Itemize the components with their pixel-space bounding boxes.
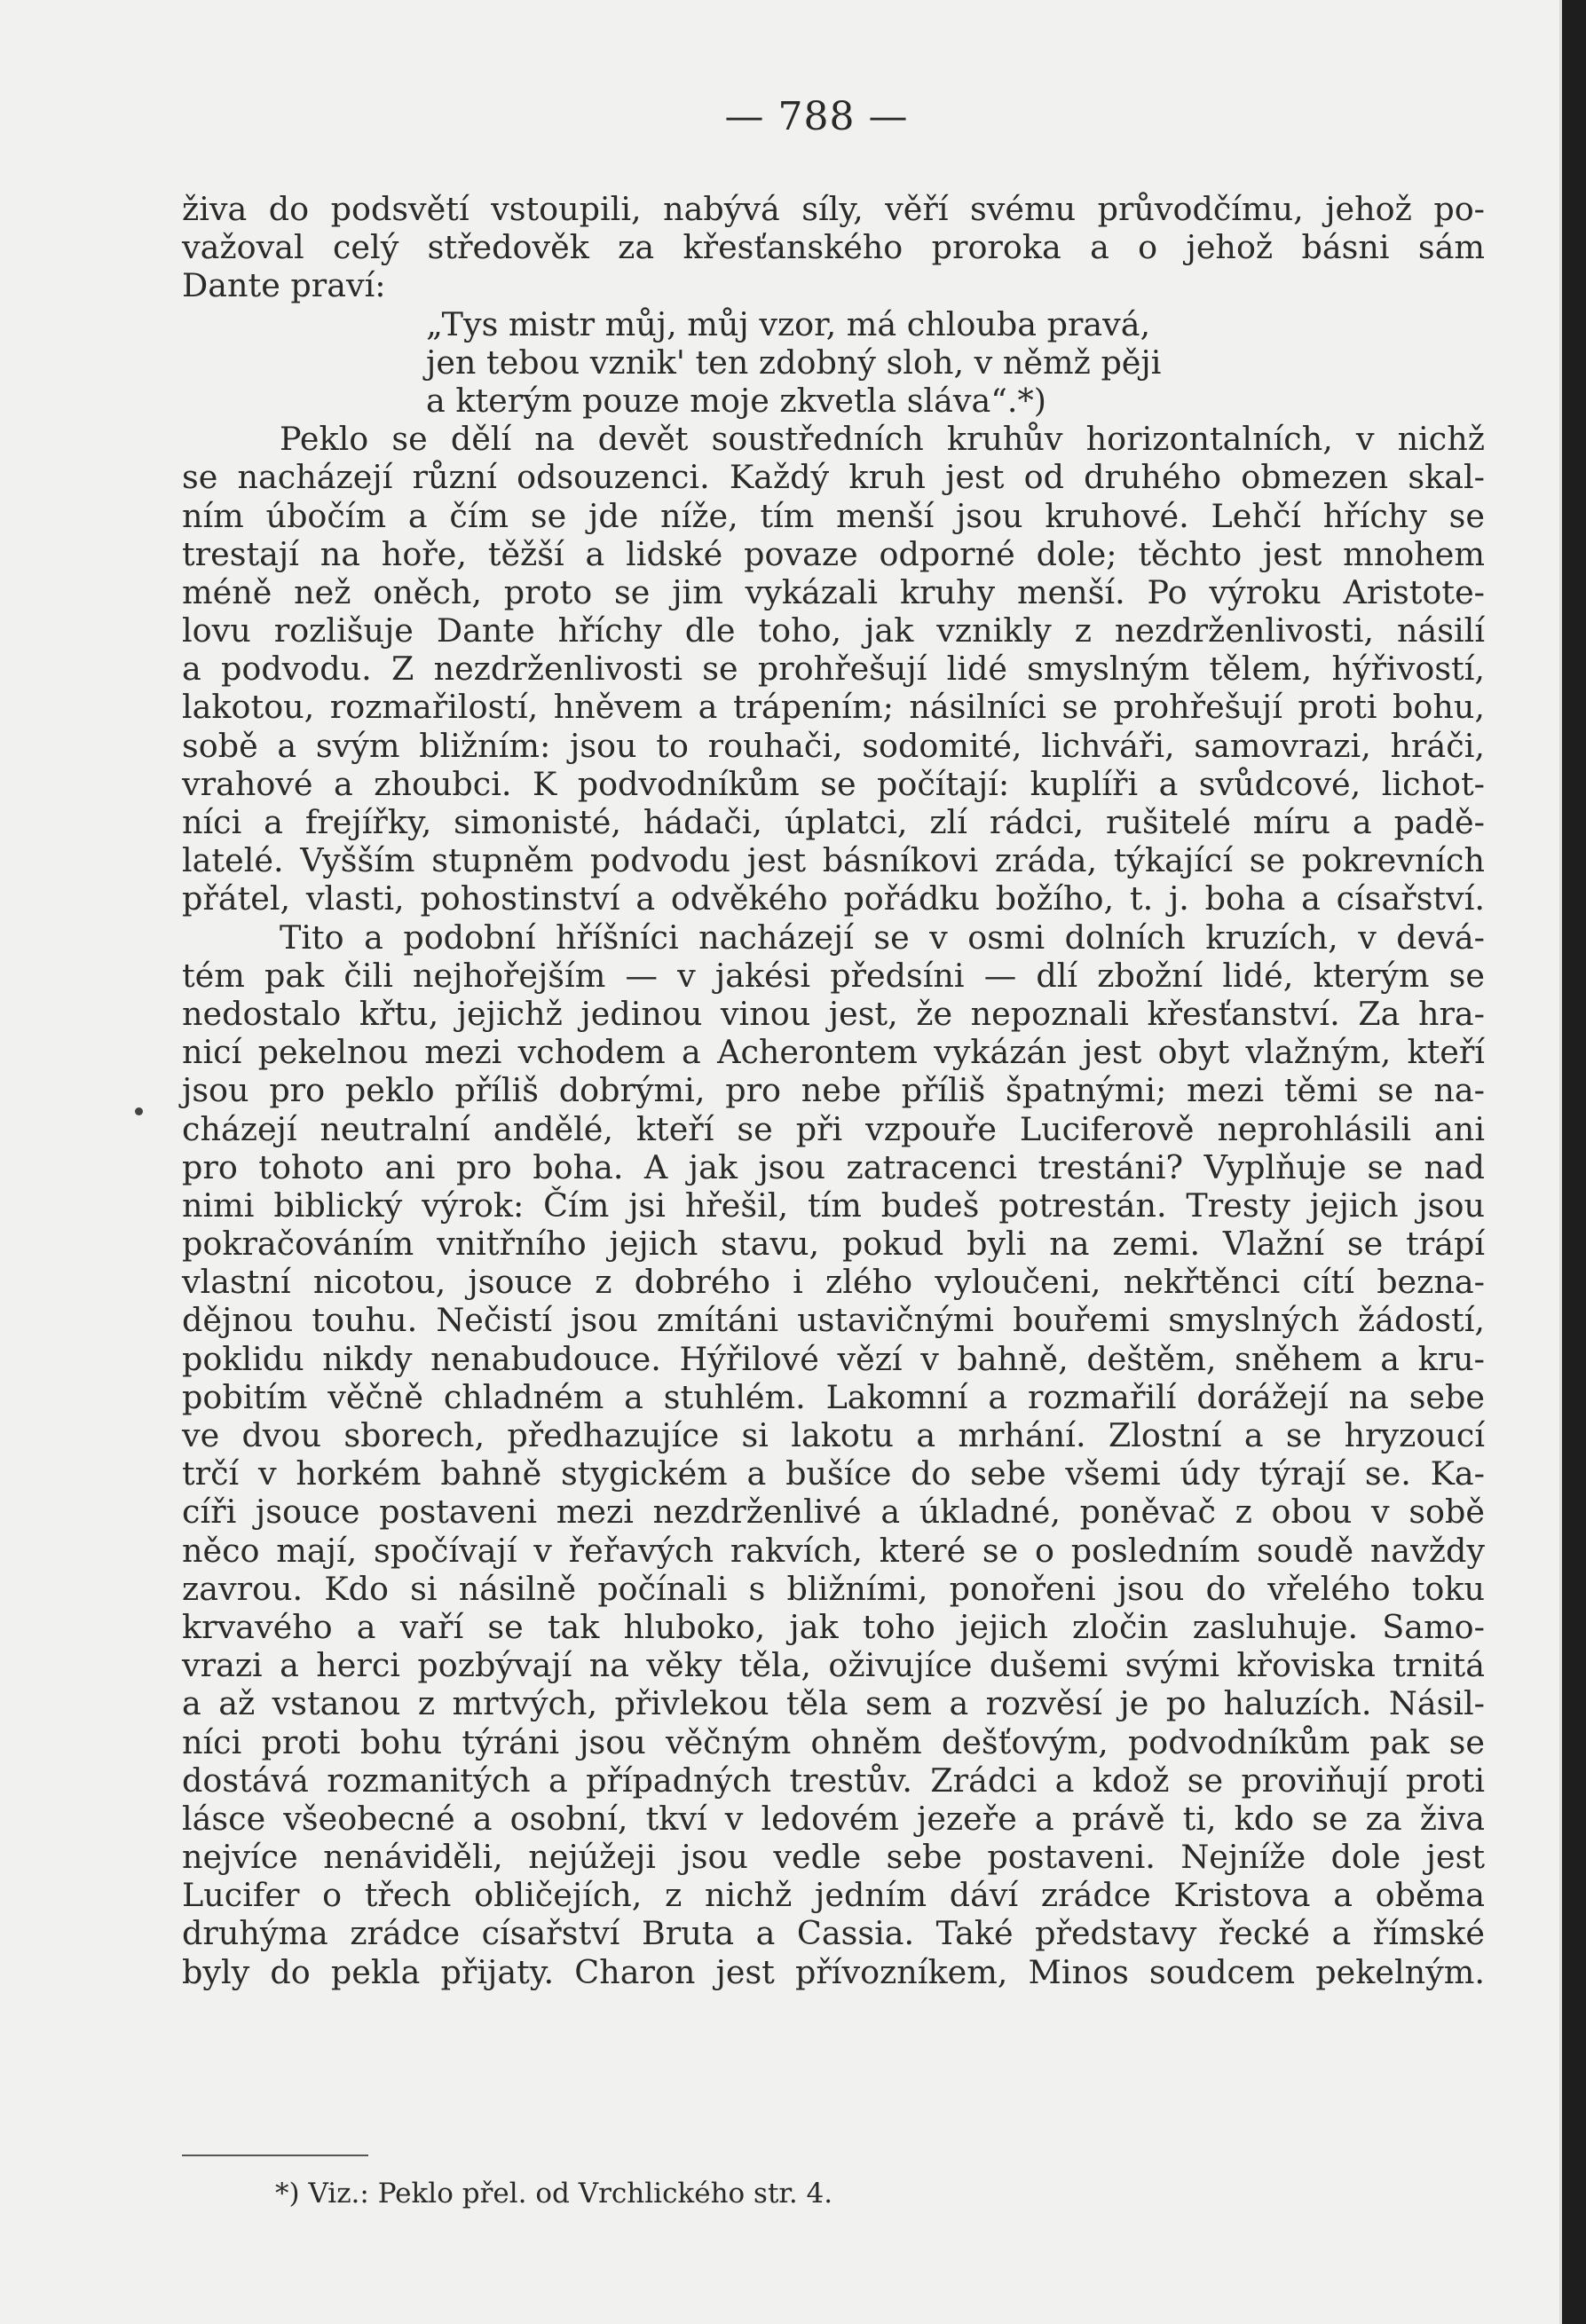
verse-line: jen tebou vznik' ten zdobný sloh, v němž pěji: [426, 343, 1162, 382]
text-line: važoval celý středověk za křesťanského proroka a o jehož básni sám: [182, 228, 1485, 267]
text-line: lakotou, rozmařilostí, hněvem a trápením; násilníci se prohřešují proti bohu,: [182, 688, 1485, 727]
text-line: cíři jsouce postaveni mezi nezdrženlivé a úkladné, poněvač z obou v sobě: [182, 1493, 1485, 1532]
text-line: druhýma zrádce císařství Bruta a Cassia. Také představy řecké a římské: [182, 1914, 1485, 1953]
text-line: pobitím věčně chladném a stuhlém. Lakomní a rozmařilí dorážejí na sebe: [182, 1377, 1485, 1416]
margin-mark: [135, 1107, 143, 1115]
text-line: sobě a svým bližním: jsou to rouhači, sodomité, lichváři, samovrazi, hráči,: [182, 726, 1485, 765]
text-line: dostává rozmanitých a případných trestův. Zrádci a kdož se proviňují proti: [182, 1761, 1485, 1800]
text-line: nicí pekelnou mezi vchodem a Acherontem vykázán jest obyt vlažným, kteří: [182, 1033, 1485, 1072]
text-line: přátel, vlasti, pohostinství a odvěkého pořádku božího, t. j. boha a císařství.: [182, 879, 1485, 918]
text-line: nimi biblický výrok: Čím jsi hřešil, tím budeš potrestán. Tresty jejich jsou: [182, 1186, 1485, 1225]
text-line: nejvíce nenáviděli, nejúžeji jsou vedle sebe postaveni. Nejníže dole jest: [182, 1838, 1485, 1877]
text-line: krvavého a vaří se tak hluboko, jak toho jejich zločin zasluhuje. Samo-: [182, 1607, 1485, 1646]
text-line: ním úbočím a čím se jde níže, tím menší jsou kruhové. Lehčí hříchy se: [182, 496, 1485, 535]
page-number: — 788 —: [724, 94, 909, 139]
text-line: jsou pro peklo příliš dobrými, pro nebe příliš špatnými; mezi těmi se na-: [182, 1071, 1485, 1110]
text-line: lovu rozlišuje Dante hříchy dle toho, jak vznikly z nezdrženlivosti, násilí: [182, 611, 1485, 650]
text-line: cházejí neutralní andělé, kteří se při vzpouře Luciferově neprohlásili ani: [182, 1109, 1485, 1148]
footnote: *) Viz.: Peklo přel. od Vrchlického str. 4.: [275, 2178, 833, 2210]
text-line: vlastní nicotou, jsouce z dobrého i zlého vyloučeni, nekřtěnci cítí bezna-: [182, 1263, 1485, 1302]
text-line: Peklo se dělí na devět soustředních kruhův horizontalních, v nichž: [280, 420, 1485, 459]
text-line: Lucifer o třech obličejích, z nichž jedním dáví zrádce Kristova a oběma: [182, 1876, 1485, 1915]
text-line: nedostalo křtu, jejichž jedinou vinou jest, že nepoznali křesťanství. Za hra-: [182, 994, 1485, 1033]
text-line: Dante praví:: [182, 266, 386, 305]
text-line: Tito a podobní hříšníci nacházejí se v osmi dolních kruzích, v devá-: [280, 918, 1485, 957]
text-line: níci a frejířky, simonisté, hádači, úplatci, zlí rádci, rušitelé míru a padě-: [182, 803, 1485, 841]
text-line: vrazi a herci pozbývají na věky těla, oživujíce dušemi svými křoviska trnitá: [182, 1646, 1485, 1685]
text-line: ve dvou sborech, předhazujíce si lakotu a mrhání. Zlostní a se hryzoucí: [182, 1416, 1485, 1454]
verse-line: „Tys mistr můj, můj vzor, má chlouba pravá,: [426, 304, 1151, 343]
scan-edge: [1562, 0, 1586, 2324]
text-line: latelé. Vyšším stupněm podvodu jest básníkovi zráda, týkající se pokrevních: [182, 841, 1485, 880]
text-line: níci proti bohu týráni jsou věčným ohněm dešťovým, podvodníkům pak se: [182, 1722, 1485, 1761]
text-line: vrahové a zhoubci. K podvodníkům se počítají: kuplíři a svůdcové, lichot-: [182, 764, 1485, 803]
text-line: byly do pekla přijaty. Charon jest přívozníkem, Minos soudcem pekelným.: [182, 1952, 1485, 1991]
text-line: poklidu nikdy nenabudouce. Hýřilové vězí v bahně, deštěm, sněhem a kru-: [182, 1339, 1485, 1378]
text-line: pro tohoto ani pro boha. A jak jsou zatracenci trestáni? Vyplňuje se nad: [182, 1147, 1485, 1186]
main-text: [182, 190, 1485, 1991]
text-line: a až vstanou z mrtvých, přivlekou těla sem a rozvěsí je po haluzích. Násil-: [182, 1684, 1485, 1723]
verse-line: a kterým pouze moje zkvetla sláva“.*): [426, 381, 1046, 420]
text-line: se nacházejí různí odsouzenci. Každý kruh jest od druhého obmezen skal-: [182, 458, 1485, 497]
text-line: trčí v horkém bahně stygickém a bušíce do sebe všemi údy týrají se. Ka-: [182, 1454, 1485, 1493]
text-line: trestají na hoře, těžší a lidské povaze odporné dole; těchto jest mnohem: [182, 534, 1485, 573]
text-line: zavrou. Kdo si násilně počínali s bližními, ponořeni jsou do vřelého toku: [182, 1569, 1485, 1608]
text-line: něco mají, spočívají v řeřavých rakvích, které se o posledním soudě navždy: [182, 1531, 1485, 1570]
text-line: a podvodu. Z nezdrženlivosti se prohřešují lidé smyslným tělem, hýřivostí,: [182, 650, 1485, 689]
footnote-divider: [182, 2155, 368, 2156]
text-line: lásce všeobecné a osobní, tkví v ledovém jezeře a právě ti, kdo se za živa: [182, 1799, 1485, 1838]
text-line: pokračováním vnitřního jejich stavu, pokud byli na zemi. Vlažní se trápí: [182, 1225, 1485, 1264]
text-line: méně než oněch, proto se jim vykázali kruhy menší. Po výroku Aristote-: [182, 572, 1485, 611]
text-line: tém pak čili nejhořejším — v jakési předsíni — dlí zbožní lidé, kterým se: [182, 956, 1485, 995]
text-line: živa do podsvětí vstoupili, nabývá síly, věří svému průvodčímu, jehož po-: [182, 190, 1485, 228]
text-line: dějnou touhu. Nečistí jsou zmítáni ustavičnými bouřemi smyslných žádostí,: [182, 1301, 1485, 1340]
